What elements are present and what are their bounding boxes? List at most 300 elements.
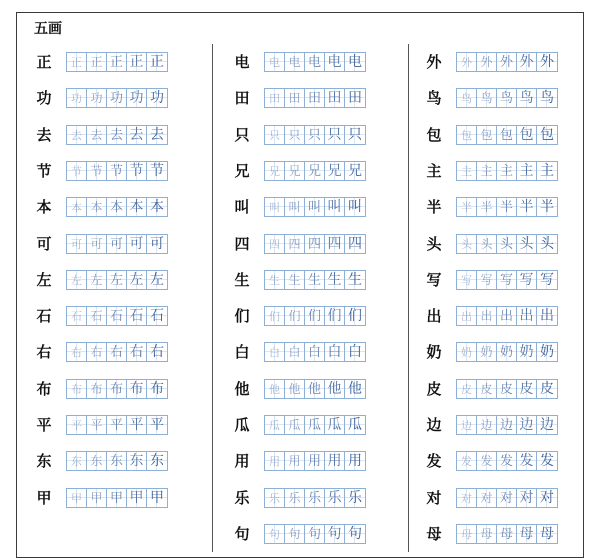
stroke-order-grid xyxy=(66,161,168,181)
stroke-order-grid xyxy=(264,52,366,72)
stroke-step-cell xyxy=(477,489,497,507)
stroke-step-cell xyxy=(107,162,127,180)
stroke-step-glyph: 边 xyxy=(480,418,493,432)
stroke-step-cell xyxy=(477,452,497,470)
stroke-step-glyph: 只 xyxy=(288,128,301,142)
stroke-step-glyph: 半 xyxy=(499,200,513,215)
stroke-step-glyph: 对 xyxy=(461,492,472,505)
stroke-step-glyph: 布 xyxy=(109,382,123,397)
stroke-step-glyph: 用 xyxy=(327,453,342,469)
stroke-step-cell xyxy=(477,235,497,253)
stroke-step-cell xyxy=(87,489,107,507)
stroke-step-glyph: 左 xyxy=(71,274,82,287)
stroke-step-glyph: 叫 xyxy=(327,199,342,215)
stroke-step-glyph: 外 xyxy=(519,54,534,70)
stroke-step-cell xyxy=(305,525,325,543)
stroke-step-cell xyxy=(537,489,557,507)
character-label: 发 xyxy=(426,452,442,470)
stroke-step-cell xyxy=(265,271,285,289)
stroke-step-cell xyxy=(265,198,285,216)
stroke-step-glyph: 出 xyxy=(480,309,493,323)
stroke-step-cell xyxy=(537,343,557,361)
stroke-step-glyph: 布 xyxy=(71,383,82,396)
stroke-step-glyph: 甲 xyxy=(150,490,164,506)
stroke-step-cell xyxy=(345,53,365,71)
stroke-step-cell xyxy=(107,307,127,325)
stroke-step-glyph: 们 xyxy=(288,309,301,323)
stroke-step-glyph: 发 xyxy=(519,453,534,469)
stroke-step-cell xyxy=(477,126,497,144)
stroke-step-glyph: 白 xyxy=(327,344,342,360)
stroke-step-cell xyxy=(325,162,345,180)
stroke-step-glyph: 功 xyxy=(150,90,164,106)
stroke-step-cell xyxy=(285,343,305,361)
stroke-step-cell xyxy=(477,380,497,398)
stroke-step-glyph: 主 xyxy=(499,164,513,179)
stroke-step-cell xyxy=(67,307,87,325)
stroke-order-grid xyxy=(264,197,366,217)
stroke-step-cell xyxy=(517,126,537,144)
stroke-step-glyph: 乐 xyxy=(327,490,342,506)
stroke-step-glyph: 皮 xyxy=(480,382,493,396)
stroke-order-grid xyxy=(264,415,366,435)
stroke-step-cell xyxy=(517,489,537,507)
stroke-step-glyph: 半 xyxy=(480,200,493,214)
stroke-step-glyph: 头 xyxy=(499,237,513,252)
stroke-order-grid xyxy=(66,88,168,108)
stroke-step-glyph: 本 xyxy=(129,199,144,215)
stroke-step-glyph: 主 xyxy=(461,165,472,178)
stroke-step-cell xyxy=(537,525,557,543)
character-label: 句 xyxy=(234,525,250,543)
stroke-step-glyph: 左 xyxy=(109,273,123,288)
stroke-step-glyph: 平 xyxy=(129,417,144,433)
stroke-step-cell xyxy=(345,235,365,253)
stroke-step-cell xyxy=(477,53,497,71)
stroke-step-glyph: 鸟 xyxy=(461,92,472,105)
stroke-order-grid xyxy=(66,306,168,326)
stroke-step-cell xyxy=(147,162,167,180)
stroke-order-grid xyxy=(456,306,558,326)
stroke-step-cell xyxy=(67,452,87,470)
stroke-step-cell xyxy=(457,126,477,144)
stroke-step-glyph: 包 xyxy=(519,127,534,143)
stroke-step-glyph: 写 xyxy=(499,273,513,288)
stroke-order-grid xyxy=(66,197,168,217)
stroke-step-cell xyxy=(87,343,107,361)
stroke-order-grid xyxy=(66,52,168,72)
stroke-step-glyph: 平 xyxy=(150,417,164,433)
stroke-step-glyph: 叫 xyxy=(307,200,321,215)
stroke-order-grid xyxy=(264,451,366,471)
stroke-step-cell xyxy=(457,380,477,398)
stroke-step-glyph: 写 xyxy=(519,272,534,288)
stroke-step-glyph: 只 xyxy=(327,127,342,143)
character-label: 鸟 xyxy=(426,89,442,107)
stroke-step-glyph: 田 xyxy=(269,92,280,105)
stroke-step-glyph: 兄 xyxy=(288,164,301,178)
stroke-step-cell xyxy=(457,198,477,216)
stroke-step-glyph: 鸟 xyxy=(540,90,554,106)
stroke-step-glyph: 句 xyxy=(269,528,280,541)
stroke-step-glyph: 句 xyxy=(288,527,301,541)
stroke-step-cell xyxy=(345,271,365,289)
stroke-step-glyph: 主 xyxy=(480,164,493,178)
stroke-step-cell xyxy=(457,452,477,470)
stroke-step-cell xyxy=(147,235,167,253)
stroke-step-glyph: 母 xyxy=(519,526,534,542)
stroke-step-cell xyxy=(517,89,537,107)
stroke-step-glyph: 外 xyxy=(480,55,493,69)
stroke-step-cell xyxy=(497,271,517,289)
stroke-step-cell xyxy=(305,162,325,180)
stroke-step-glyph: 平 xyxy=(71,419,82,432)
stroke-step-glyph: 乐 xyxy=(288,491,301,505)
stroke-step-cell xyxy=(325,489,345,507)
stroke-step-glyph: 去 xyxy=(109,128,123,143)
stroke-step-glyph: 可 xyxy=(90,237,103,251)
stroke-step-glyph: 生 xyxy=(288,273,301,287)
stroke-step-glyph: 皮 xyxy=(540,381,554,397)
stroke-step-cell xyxy=(127,162,147,180)
stroke-step-glyph: 生 xyxy=(269,274,280,287)
stroke-step-glyph: 左 xyxy=(90,273,103,287)
character-label: 生 xyxy=(234,271,250,289)
stroke-step-cell xyxy=(107,89,127,107)
stroke-step-glyph: 四 xyxy=(307,237,321,252)
stroke-step-glyph: 左 xyxy=(150,272,164,288)
stroke-step-cell xyxy=(67,89,87,107)
character-label: 半 xyxy=(426,198,442,216)
stroke-step-cell xyxy=(457,162,477,180)
stroke-step-cell xyxy=(325,235,345,253)
character-label: 奶 xyxy=(426,343,442,361)
stroke-step-cell xyxy=(325,525,345,543)
stroke-step-cell xyxy=(325,452,345,470)
stroke-step-cell xyxy=(517,271,537,289)
stroke-step-cell xyxy=(537,307,557,325)
stroke-step-glyph: 东 xyxy=(109,454,123,469)
stroke-step-glyph: 去 xyxy=(150,127,164,143)
stroke-step-glyph: 奶 xyxy=(519,344,534,360)
stroke-step-glyph: 右 xyxy=(71,346,82,359)
stroke-step-glyph: 四 xyxy=(327,236,342,252)
stroke-step-glyph: 句 xyxy=(327,526,342,542)
stroke-step-glyph: 甲 xyxy=(71,492,82,505)
stroke-step-glyph: 四 xyxy=(288,237,301,251)
character-label: 功 xyxy=(36,89,52,107)
stroke-step-cell xyxy=(305,452,325,470)
stroke-step-glyph: 白 xyxy=(269,346,280,359)
stroke-order-grid xyxy=(66,451,168,471)
stroke-step-glyph: 东 xyxy=(71,455,82,468)
stroke-step-cell xyxy=(285,162,305,180)
column-divider xyxy=(408,44,409,552)
stroke-step-cell xyxy=(67,198,87,216)
stroke-step-cell xyxy=(305,380,325,398)
stroke-order-grid xyxy=(66,125,168,145)
stroke-step-glyph: 四 xyxy=(269,238,280,251)
stroke-order-grid xyxy=(264,161,366,181)
stroke-step-glyph: 皮 xyxy=(519,381,534,397)
stroke-step-glyph: 半 xyxy=(519,199,534,215)
stroke-step-glyph: 白 xyxy=(348,344,362,360)
stroke-step-glyph: 写 xyxy=(540,272,554,288)
stroke-step-cell xyxy=(537,53,557,71)
stroke-step-cell xyxy=(265,525,285,543)
stroke-step-glyph: 节 xyxy=(150,163,164,179)
stroke-step-glyph: 去 xyxy=(71,129,82,142)
stroke-step-glyph: 甲 xyxy=(109,491,123,506)
stroke-step-cell xyxy=(325,380,345,398)
stroke-step-glyph: 布 xyxy=(90,382,103,396)
stroke-step-cell xyxy=(107,343,127,361)
stroke-step-cell xyxy=(147,452,167,470)
character-label: 母 xyxy=(426,525,442,543)
stroke-step-glyph: 奶 xyxy=(480,345,493,359)
stroke-step-glyph: 句 xyxy=(348,526,362,542)
stroke-step-glyph: 正 xyxy=(109,55,123,70)
character-label: 出 xyxy=(426,307,442,325)
character-label: 节 xyxy=(36,162,52,180)
stroke-step-cell xyxy=(457,525,477,543)
stroke-step-cell xyxy=(497,162,517,180)
stroke-step-cell xyxy=(537,235,557,253)
stroke-step-cell xyxy=(285,235,305,253)
stroke-step-glyph: 功 xyxy=(129,90,144,106)
stroke-step-cell xyxy=(457,53,477,71)
stroke-step-cell xyxy=(457,489,477,507)
stroke-step-cell xyxy=(305,271,325,289)
stroke-step-glyph: 半 xyxy=(540,199,554,215)
stroke-step-glyph: 瓜 xyxy=(307,418,321,433)
stroke-step-cell xyxy=(285,525,305,543)
stroke-step-glyph: 东 xyxy=(150,453,164,469)
stroke-order-grid xyxy=(66,342,168,362)
stroke-step-glyph: 本 xyxy=(71,201,82,214)
character-label: 本 xyxy=(36,198,52,216)
stroke-step-glyph: 皮 xyxy=(461,383,472,396)
stroke-step-glyph: 本 xyxy=(150,199,164,215)
stroke-step-cell xyxy=(67,380,87,398)
stroke-step-cell xyxy=(127,235,147,253)
stroke-step-glyph: 功 xyxy=(109,91,123,106)
stroke-step-cell xyxy=(87,380,107,398)
stroke-step-glyph: 鸟 xyxy=(519,90,534,106)
stroke-step-glyph: 节 xyxy=(71,165,82,178)
stroke-step-cell xyxy=(497,489,517,507)
stroke-step-glyph: 他 xyxy=(307,382,321,397)
stroke-step-cell xyxy=(127,489,147,507)
stroke-step-glyph: 平 xyxy=(90,418,103,432)
stroke-step-glyph: 可 xyxy=(109,237,123,252)
stroke-step-cell xyxy=(107,235,127,253)
stroke-order-grid xyxy=(456,161,558,181)
stroke-step-glyph: 正 xyxy=(150,54,164,70)
stroke-step-glyph: 功 xyxy=(90,91,103,105)
stroke-step-cell xyxy=(147,380,167,398)
character-label: 白 xyxy=(234,343,250,361)
stroke-step-cell xyxy=(107,452,127,470)
stroke-step-cell xyxy=(265,162,285,180)
stroke-step-cell xyxy=(265,235,285,253)
stroke-step-glyph: 功 xyxy=(71,92,82,105)
stroke-step-cell xyxy=(107,489,127,507)
stroke-order-grid xyxy=(264,125,366,145)
stroke-step-cell xyxy=(517,162,537,180)
stroke-step-glyph: 电 xyxy=(307,55,321,70)
stroke-step-cell xyxy=(127,53,147,71)
stroke-order-grid xyxy=(66,379,168,399)
character-label: 电 xyxy=(234,53,250,71)
stroke-step-glyph: 用 xyxy=(269,455,280,468)
stroke-order-grid xyxy=(66,488,168,508)
stroke-step-cell xyxy=(345,307,365,325)
stroke-step-cell xyxy=(265,89,285,107)
stroke-step-cell xyxy=(345,198,365,216)
stroke-step-cell xyxy=(67,162,87,180)
stroke-step-glyph: 他 xyxy=(288,382,301,396)
stroke-step-cell xyxy=(285,452,305,470)
stroke-step-glyph: 节 xyxy=(109,164,123,179)
stroke-step-cell xyxy=(285,307,305,325)
stroke-step-cell xyxy=(537,162,557,180)
stroke-step-cell xyxy=(127,452,147,470)
stroke-step-cell xyxy=(147,271,167,289)
stroke-step-cell xyxy=(265,343,285,361)
stroke-step-cell xyxy=(87,235,107,253)
character-label: 皮 xyxy=(426,380,442,398)
stroke-step-cell xyxy=(127,416,147,434)
stroke-step-glyph: 他 xyxy=(348,381,362,397)
stroke-step-cell xyxy=(285,53,305,71)
character-label: 去 xyxy=(36,126,52,144)
stroke-step-cell xyxy=(477,271,497,289)
character-label: 对 xyxy=(426,489,442,507)
stroke-step-cell xyxy=(127,126,147,144)
stroke-step-cell xyxy=(107,416,127,434)
stroke-step-cell xyxy=(87,162,107,180)
stroke-step-cell xyxy=(67,489,87,507)
stroke-step-cell xyxy=(265,452,285,470)
stroke-step-cell xyxy=(285,416,305,434)
stroke-step-cell xyxy=(477,343,497,361)
stroke-step-glyph: 石 xyxy=(71,310,82,323)
stroke-step-glyph: 们 xyxy=(327,308,342,324)
stroke-step-cell xyxy=(497,307,517,325)
stroke-step-glyph: 头 xyxy=(461,238,472,251)
stroke-step-glyph: 右 xyxy=(109,345,123,360)
character-label: 兄 xyxy=(234,162,250,180)
stroke-step-glyph: 电 xyxy=(348,54,362,70)
stroke-step-glyph: 边 xyxy=(540,417,554,433)
stroke-step-glyph: 左 xyxy=(129,272,144,288)
stroke-step-glyph: 奶 xyxy=(499,345,513,360)
stroke-step-glyph: 母 xyxy=(461,528,472,541)
stroke-step-cell xyxy=(127,307,147,325)
stroke-step-glyph: 主 xyxy=(519,163,534,179)
character-label: 田 xyxy=(234,89,250,107)
stroke-step-cell xyxy=(87,53,107,71)
stroke-step-glyph: 瓜 xyxy=(327,417,342,433)
stroke-step-glyph: 节 xyxy=(90,164,103,178)
character-label: 主 xyxy=(426,162,442,180)
stroke-step-cell xyxy=(497,89,517,107)
stroke-step-glyph: 兄 xyxy=(348,163,362,179)
stroke-step-glyph: 田 xyxy=(348,90,362,106)
stroke-step-cell xyxy=(305,343,325,361)
stroke-step-glyph: 只 xyxy=(307,128,321,143)
stroke-step-glyph: 田 xyxy=(288,91,301,105)
stroke-step-cell xyxy=(345,416,365,434)
character-label: 四 xyxy=(234,235,250,253)
stroke-step-cell xyxy=(87,271,107,289)
stroke-step-glyph: 可 xyxy=(129,236,144,252)
stroke-step-glyph: 半 xyxy=(461,201,472,214)
character-label: 瓜 xyxy=(234,416,250,434)
stroke-step-cell xyxy=(477,416,497,434)
stroke-step-glyph: 本 xyxy=(90,200,103,214)
stroke-step-glyph: 母 xyxy=(499,527,513,542)
stroke-step-glyph: 四 xyxy=(348,236,362,252)
stroke-step-glyph: 去 xyxy=(90,128,103,142)
stroke-step-cell xyxy=(325,89,345,107)
stroke-step-glyph: 写 xyxy=(480,273,493,287)
stroke-step-glyph: 包 xyxy=(499,128,513,143)
stroke-step-glyph: 头 xyxy=(519,236,534,252)
stroke-step-cell xyxy=(147,343,167,361)
stroke-step-cell xyxy=(517,53,537,71)
stroke-step-cell xyxy=(87,452,107,470)
stroke-order-grid xyxy=(264,270,366,290)
stroke-step-glyph: 甲 xyxy=(90,491,103,505)
stroke-step-cell xyxy=(67,416,87,434)
stroke-step-cell xyxy=(517,235,537,253)
stroke-step-glyph: 石 xyxy=(150,308,164,324)
stroke-step-glyph: 用 xyxy=(348,453,362,469)
stroke-step-cell xyxy=(517,343,537,361)
stroke-step-glyph: 本 xyxy=(109,200,123,215)
stroke-step-glyph: 对 xyxy=(540,490,554,506)
stroke-step-glyph: 们 xyxy=(269,310,280,323)
stroke-step-cell xyxy=(477,307,497,325)
stroke-order-grid xyxy=(264,379,366,399)
stroke-step-glyph: 句 xyxy=(307,527,321,542)
stroke-step-glyph: 石 xyxy=(129,308,144,324)
stroke-step-glyph: 母 xyxy=(480,527,493,541)
stroke-step-cell xyxy=(265,489,285,507)
stroke-step-glyph: 右 xyxy=(129,344,144,360)
stroke-step-glyph: 正 xyxy=(129,54,144,70)
stroke-step-cell xyxy=(477,525,497,543)
stroke-step-glyph: 兄 xyxy=(327,163,342,179)
stroke-order-grid xyxy=(456,197,558,217)
stroke-step-cell xyxy=(517,198,537,216)
stroke-step-glyph: 对 xyxy=(499,491,513,506)
stroke-step-glyph: 兄 xyxy=(269,165,280,178)
stroke-step-cell xyxy=(305,307,325,325)
stroke-step-glyph: 白 xyxy=(288,345,301,359)
stroke-step-glyph: 去 xyxy=(129,127,144,143)
stroke-order-grid xyxy=(456,415,558,435)
stroke-order-grid xyxy=(66,234,168,254)
stroke-step-cell xyxy=(305,53,325,71)
stroke-step-glyph: 发 xyxy=(480,454,493,468)
stroke-step-cell xyxy=(87,307,107,325)
stroke-order-grid xyxy=(456,379,558,399)
stroke-step-cell xyxy=(147,53,167,71)
stroke-step-glyph: 生 xyxy=(348,272,362,288)
